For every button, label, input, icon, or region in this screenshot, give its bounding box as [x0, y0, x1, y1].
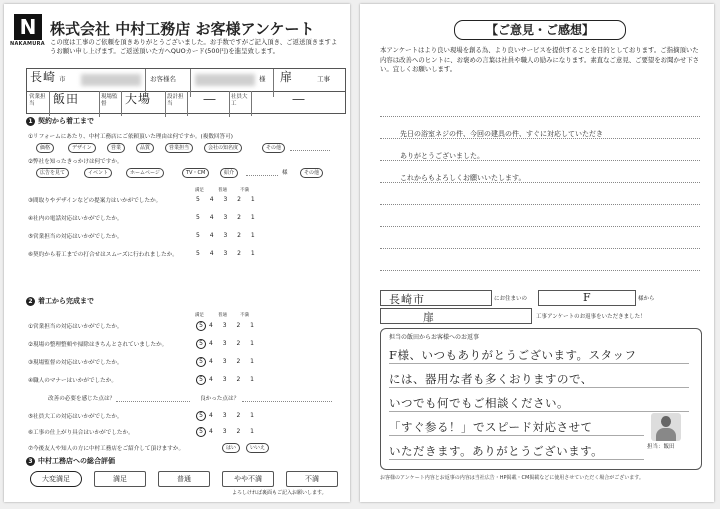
staff-portrait [651, 413, 681, 441]
comment-line [380, 226, 700, 227]
reply-line [389, 411, 689, 412]
question-1-4: ④社内の電話対応はいかがでしたか。 [28, 216, 123, 222]
improvement-label: 改善の必要を感じた点は？ [48, 396, 116, 402]
question-2-6: ⑥工事の仕上がり具合はいかがでしたか。 [28, 430, 134, 436]
question-2-5: ⑤社員大工の対応はいかがでしたか。 [28, 414, 123, 420]
reply-text-3: いつでも何でもご相談ください。 [389, 396, 569, 410]
rating-1-4[interactable]: 5 4 3 2 1 [196, 214, 259, 221]
overall-somewhat-dissatisfied[interactable]: やや不満 [222, 471, 274, 487]
scale2-neutral: 普通 [218, 313, 227, 318]
designer-label: 設計担当 [165, 91, 188, 116]
rating-1-6[interactable]: 5 4 3 2 1 [196, 250, 259, 257]
opinions-intro: 本アンケートはより良い現場を創る為、より良いサービスを提供することを目的としております。ご指摘頂いた内容は改善へのヒントに、お褒めの言葉は社員や職人の励みになります。素直なご意見、ご要望をお聞かせ下さい。宜しくお願いします。 [380, 46, 700, 73]
section-1-number-icon: 1 [26, 117, 35, 126]
survey-title: 株式会社 中村工務店 お客様アンケート [50, 20, 315, 38]
redacted-customer-name [195, 74, 255, 86]
survey-front-page [4, 4, 350, 502]
section-2-number-icon: 2 [26, 297, 35, 306]
survey-intro: この度は工事のご依頼を頂きありがとうございました。お手数ですがご記入頂き、ご返送頂きますようお願い申し上げます。ご返送頂いた方へQUOカード(500円)を進呈致します。 [50, 38, 338, 55]
comment-text-2: ありがとうございました。 [400, 152, 484, 160]
scale-neutral: 普通 [218, 188, 227, 193]
question-2-7: ⑦今後友人や知人の方に中村工務店をご紹介して頂けますか。 [28, 446, 185, 452]
overall-neutral[interactable]: 普通 [158, 471, 210, 487]
section-3-number-icon: 3 [26, 457, 35, 466]
question-2-2: ②現場の整理整頓や掃除はきちんとされていましたか。 [28, 342, 168, 348]
sales-rep-value: 飯田 [50, 91, 100, 117]
reason-sales[interactable]: 営業 [107, 143, 125, 153]
scale2-satisfied: 満足 [195, 313, 204, 318]
overall-dissatisfied[interactable]: 不満 [286, 471, 338, 487]
reply-text-1: F様、いつもありがとうございます。スタッフ [389, 348, 637, 362]
question-2-3: ③現場監督の対応はいかがでしたか。 [28, 360, 123, 366]
comment-line [380, 270, 700, 271]
reply-line [389, 459, 644, 460]
question-1-3: ③間取りやデザインなどの提案力はいかがでしたか。 [28, 198, 162, 204]
overall-very-satisfied-selected[interactable]: 大変満足 [30, 471, 82, 487]
source-tv-cm[interactable]: TV・CM [182, 168, 209, 178]
section-2-title: 着工から完成まで [38, 297, 94, 305]
reason-quality[interactable]: 品質 [136, 143, 154, 153]
staff-carpenter-value: ― [292, 92, 306, 106]
section-2-header [26, 296, 344, 308]
site-supervisor-value: 大場 [122, 91, 166, 117]
opinions-title: 【ご意見・ご感想】 [454, 20, 626, 40]
signature-label-2: 様から [638, 296, 655, 302]
staff-carpenter-label: 社員大工 [229, 91, 252, 116]
designer-value: ― [188, 91, 230, 117]
company-logo-text: NAKAMURA [10, 41, 45, 47]
reply-line [389, 387, 689, 388]
survey-back-page [360, 4, 714, 502]
reason-price[interactable]: 価格 [36, 143, 54, 153]
customer-info-table [26, 68, 346, 114]
back-page-footer: お客様のアンケート内容とお返事の内容は当社広告・HP掲載・CM掲載などに使用させていただく場合がございます。 [380, 475, 644, 481]
question-2-1: ①営業担当の対応はいかがでしたか。 [28, 324, 123, 330]
reply-line [389, 435, 644, 436]
site-supervisor-label: 現場監督 [99, 91, 122, 116]
section-1-header [26, 116, 344, 128]
customer-name-label: お客様名 [145, 69, 191, 97]
comment-line [380, 204, 700, 205]
source-referral[interactable]: 紹介 [220, 168, 238, 178]
rating-2-1[interactable]: 5 4 3 2 1 [196, 321, 258, 331]
comment-line [380, 248, 700, 249]
source-other[interactable]: その他 [300, 168, 323, 178]
construction-label: 工事 [317, 75, 330, 83]
referral-sama-label: 様 [282, 170, 288, 176]
construction-value: 扉 [280, 70, 294, 84]
signature-label-3: 工事アンケートのお返事をいただきました！ [536, 314, 646, 320]
referral-yes-selected[interactable]: はい [222, 443, 240, 453]
signature-label-1: にお住まいの [494, 296, 528, 302]
city-suffix: 市 [59, 75, 66, 83]
question-1-2: ②弊社を知ったきっかけは何ですか。 [28, 159, 123, 165]
scale2-dissatisfied: 不満 [240, 313, 249, 318]
question-1-1: ①リフォームにあたり、中村工務店にご依頼頂いた理由は何ですか。(複数回答可) [28, 134, 233, 140]
reason-design[interactable]: デザイン [68, 143, 96, 153]
question-2-4: ④職人のマナーはいかがでしたか。 [28, 378, 117, 384]
question-1-6: ⑥契約から着工までの打合せはスムーズに行われましたか。 [28, 252, 178, 258]
rating-2-3[interactable]: 5 4 3 2 1 [196, 357, 258, 367]
company-logo: N [14, 14, 42, 40]
reply-text-2: には、器用な者も多くおりますので、 [389, 372, 593, 386]
city-value: 長崎 [30, 70, 57, 84]
rating-2-5[interactable]: 5 4 3 2 1 [196, 411, 258, 421]
rating-2-6[interactable]: 5 4 3 2 1 [196, 427, 258, 437]
signature-name: F [583, 291, 592, 304]
reason-sales-rep[interactable]: 営業担当 [165, 143, 193, 153]
scale-dissatisfied: 不満 [240, 188, 249, 193]
rating-1-3[interactable]: 5 4 3 2 1 [196, 196, 259, 203]
staff-reply-heading: 担当の飯田からお客様へのお返事 [389, 334, 480, 341]
scale-satisfied: 満足 [195, 188, 204, 193]
reason-reputation[interactable]: 会社の知名度 [204, 143, 242, 153]
reason-other[interactable]: その他 [262, 143, 285, 153]
sama-label: 様 [259, 69, 274, 97]
reply-line [389, 363, 689, 364]
reason-other-line [290, 150, 330, 151]
rating-2-2[interactable]: 5 4 3 2 1 [196, 339, 258, 349]
good-point-line [242, 401, 332, 402]
staff-reply-box [380, 328, 702, 470]
back-page-note: よろしければ裏面もご記入お願いします。 [232, 490, 327, 496]
comment-text-1: 先日の浴室ネジの件、今回の建具の件、すぐに対応していただき [400, 130, 603, 138]
redacted-address [81, 74, 141, 86]
reply-text-4: 「すぐ参る！」でスピード対応させて [389, 420, 593, 434]
sales-rep-label: 営業担当 [27, 91, 50, 116]
section-3-title: 中村工務店への総合評価 [38, 457, 115, 465]
referral-no[interactable]: いいえ [246, 443, 269, 453]
section-3-header [26, 456, 344, 468]
overall-satisfied[interactable]: 満足 [94, 471, 146, 487]
signature-work-box [380, 308, 532, 324]
section-1-title: 契約から着工まで [38, 117, 94, 125]
source-ad[interactable]: 広告を見て [36, 168, 69, 178]
source-homepage[interactable]: ホームページ [126, 168, 164, 178]
improvement-line [116, 401, 190, 402]
good-point-label: 良かった点は？ [200, 396, 240, 402]
comment-text-3: これからもよろしくお願いいたします。 [400, 174, 526, 182]
question-1-5: ⑤営業担当の対応はいかがでしたか。 [28, 234, 123, 240]
rating-1-5[interactable]: 5 4 3 2 1 [196, 232, 259, 239]
referral-name-line [246, 175, 278, 176]
signature-work: 扉 [423, 311, 435, 324]
staff-portrait-caption: 担当：飯田 [647, 444, 675, 450]
comment-line [380, 116, 700, 117]
source-event[interactable]: イベント [84, 168, 112, 178]
reply-text-5: いただきます。ありがとうございます。 [389, 444, 604, 458]
signature-city: 長崎市 [389, 293, 425, 306]
rating-2-4[interactable]: 5 4 3 2 1 [196, 375, 258, 385]
